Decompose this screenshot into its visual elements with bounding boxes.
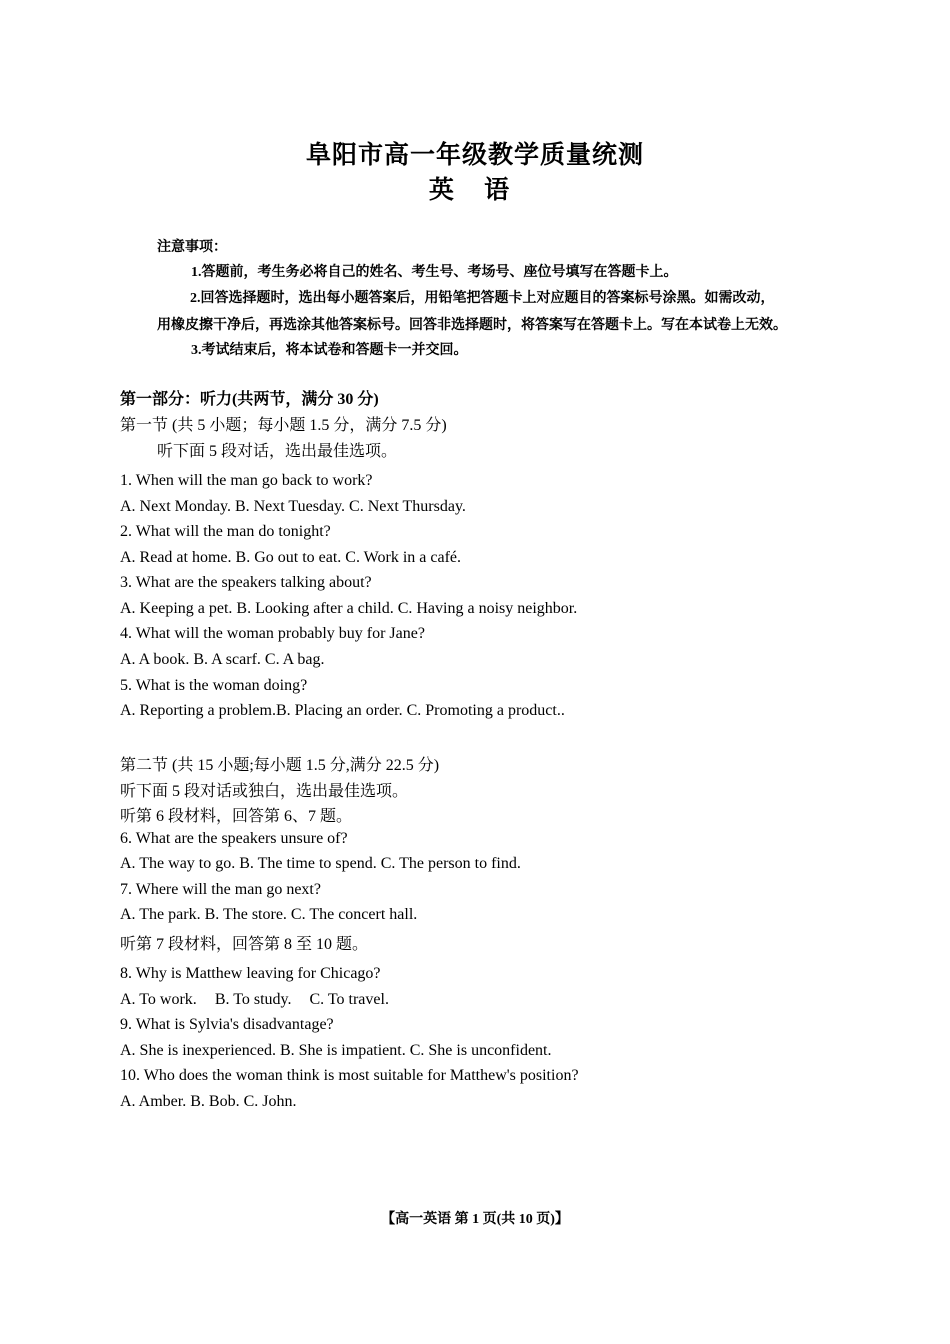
section2-heading: 第二节 (共 15 小题;每小题 1.5 分,满分 22.5 分) <box>120 757 440 774</box>
material-6-note: 听第 6 段材料，回答第 6、7 题。 <box>120 808 353 825</box>
section1-heading: 第一节 (共 5 小题；每小题 1.5 分，满分 7.5 分) <box>120 417 447 434</box>
section2-instruction: 听下面 5 段对话或独白，选出最佳选项。 <box>120 783 409 800</box>
exam-title: 阜阳市高一年级教学质量统测 <box>305 142 644 169</box>
options-5: A. Reporting a problem.B. Placing an order. C. Promoting a product.. <box>120 702 565 719</box>
notice-item-2: 2.回答选择题时，选出每小题答案后，用铅笔把答题卡上对应题目的答案标号涂黑。如需改动， <box>190 291 775 306</box>
option-8b: B. To study. <box>214 991 292 1008</box>
question-9: 9. What is Sylvia's disadvantage? <box>120 1016 334 1033</box>
options-10: A. Amber. B. Bob. C. John. <box>120 1093 297 1110</box>
options-8 <box>120 991 389 1009</box>
part1-heading: 第一部分：听力(共两节，满分 30 分) <box>120 391 379 408</box>
options-2: A. Read at home. B. Go out to eat. C. Work in a café. <box>120 549 461 566</box>
options-9: A. She is inexperienced. B. She is impatient. C. She is unconfident. <box>120 1042 552 1059</box>
options-7: A. The park. B. The store. C. The concert hall. <box>120 906 418 923</box>
notice-item-1: 1.答题前，考生务必将自己的姓名、考生号、考场号、座位号填写在答题卡上。 <box>191 265 678 280</box>
question-8: 8. Why is Matthew leaving for Chicago? <box>120 965 381 982</box>
options-4: A. A book. B. A scarf. C. A bag. <box>120 651 325 668</box>
question-7: 7. Where will the man go next? <box>120 881 321 898</box>
options-3: A. Keeping a pet. B. Looking after a child. C. Having a noisy neighbor. <box>120 600 578 617</box>
question-10: 10. Who does the woman think is most suitable for Matthew's position? <box>120 1067 579 1084</box>
notice-item-3: 3.考试结束后，将本试卷和答题卡一并交回。 <box>191 343 468 358</box>
option-8c: C. To travel. <box>309 991 389 1008</box>
question-1: 1. When will the man go back to work? <box>120 472 373 489</box>
question-5: 5. What is the woman doing? <box>120 677 308 694</box>
question-3: 3. What are the speakers talking about? <box>120 574 372 591</box>
material-7-note: 听第 7 段材料，回答第 8 至 10 题。 <box>120 936 369 953</box>
options-1: A. Next Monday. B. Next Tuesday. C. Next Thursday. <box>120 498 466 515</box>
options-6: A. The way to go. B. The time to spend. C. The person to find. <box>120 855 521 872</box>
question-6: 6. What are the speakers unsure of? <box>120 830 348 847</box>
section1-instruction: 听下面 5 段对话，选出最佳选项。 <box>157 443 398 460</box>
notice-item-2-cont: 用橡皮擦干净后，再选涂其他答案标号。回答非选择题时，将答案写在答题卡上。写在本试卷上无效。 <box>157 318 787 333</box>
option-8a: A. To work. <box>120 991 197 1008</box>
subject-title: 英 语 <box>428 177 522 204</box>
notice-heading: 注意事项： <box>157 240 227 255</box>
question-4: 4. What will the woman probably buy for Jane? <box>120 625 425 642</box>
page-footer: 【高一英语 第 1 页(共 10 页)】 <box>381 1212 569 1227</box>
question-2: 2. What will the man do tonight? <box>120 523 331 540</box>
